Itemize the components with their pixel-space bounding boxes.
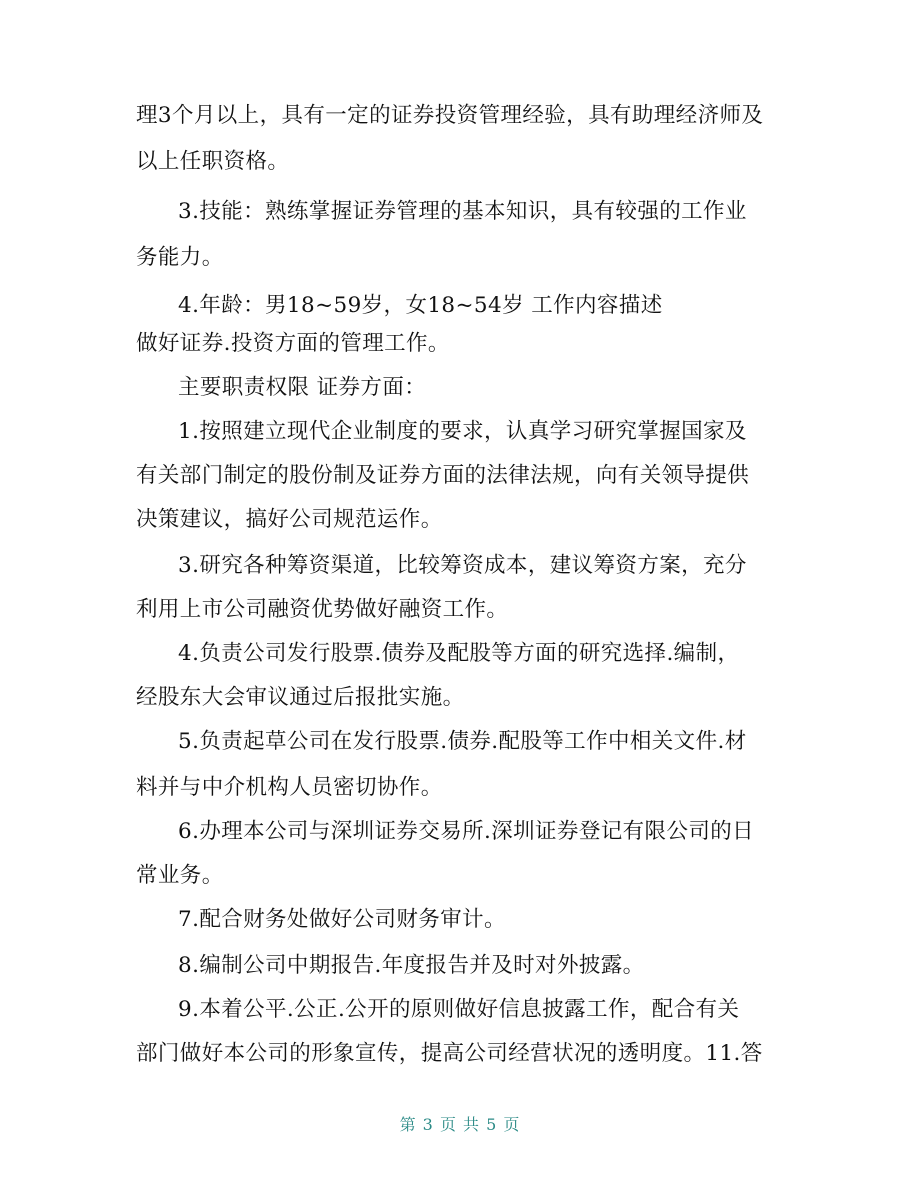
text-line: 经股东大会审议通过后报批实施。 <box>136 685 465 710</box>
text-line: 决策建议，搞好公司规范运作。 <box>136 507 443 532</box>
text-line: 务能力。 <box>136 245 224 270</box>
text-line: 4.负责公司发行股票.债券及配股等方面的研究选择.编制， <box>178 641 740 666</box>
text-line: 8.编制公司中期报告.年度报告并及时对外披露。 <box>178 953 645 978</box>
text-line: 6.办理本公司与深圳证券交易所.深圳证券登记有限公司的日 <box>178 819 755 844</box>
text-line: 1.按照建立现代企业制度的要求，认真学习研究掌握国家及 <box>178 419 747 444</box>
text-line: 利用上市公司融资优势做好融资工作。 <box>136 597 509 622</box>
text-line: 有关部门制定的股份制及证券方面的法律法规，向有关领导提供 <box>136 463 750 488</box>
section-heading: 主要职责权限 证券方面： <box>178 375 427 400</box>
text-line: 料并与中介机构人员密切协作。 <box>136 775 443 800</box>
text-line: 以上任职资格。 <box>136 149 290 174</box>
text-line: 理3个月以上，具有一定的证券投资管理经验，具有助理经济师及 <box>136 103 764 128</box>
text-line: 3.技能：熟练掌握证券管理的基本知识，具有较强的工作业 <box>178 199 747 224</box>
text-line: 9.本着公平.公正.公开的原则做好信息披露工作，配合有关 <box>178 997 740 1022</box>
text-line: 3.研究各种筹资渠道，比较筹资成本，建议筹资方案，充分 <box>178 553 747 578</box>
text-line: 做好证券.投资方面的管理工作。 <box>136 331 450 356</box>
text-line: 7.配合财务处做好公司财务审计。 <box>178 907 506 932</box>
page-number-footer: 第 3 页 共 5 页 <box>399 1115 521 1134</box>
text-line: 常业务。 <box>136 863 224 888</box>
text-line: 4.年龄：男18~59岁，女18~54岁 工作内容描述 <box>178 293 663 318</box>
text-line: 部门做好本公司的形象宣传，提高公司经营状况的透明度。11.答 <box>136 1041 763 1066</box>
text-line: 5.负责起草公司在发行股票.债券.配股等工作中相关文件.材 <box>178 729 747 754</box>
